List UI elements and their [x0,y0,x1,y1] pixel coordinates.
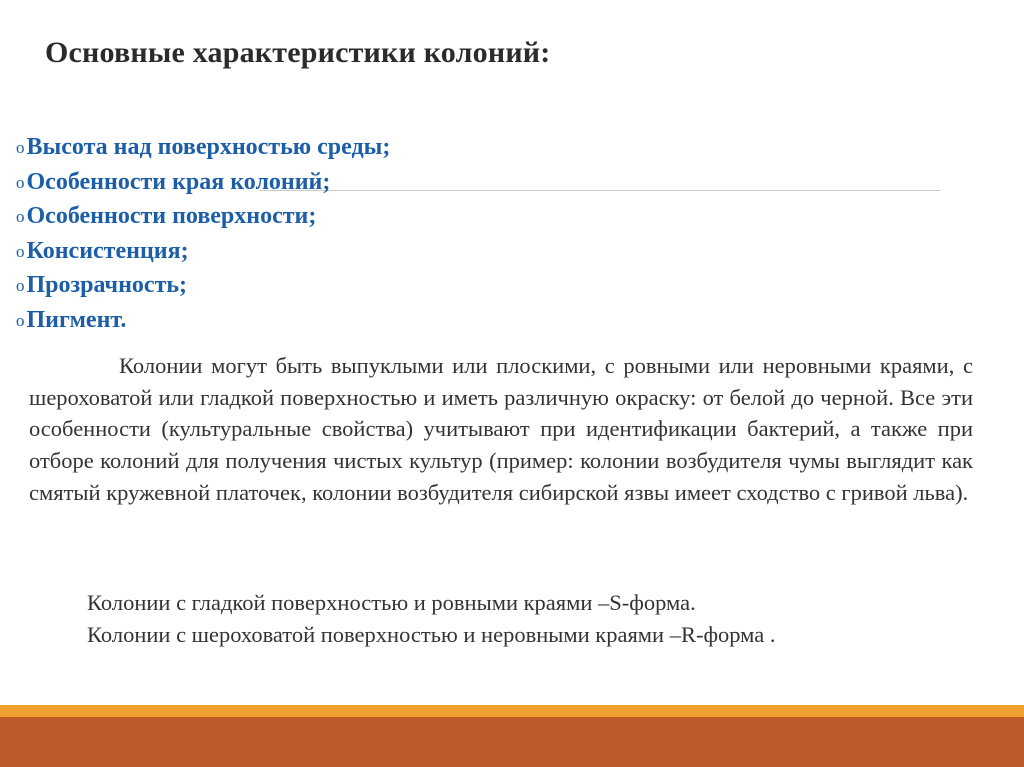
s-form-line: Колонии с гладкой поверхностью и ровными краями –S-форма. [87,590,696,615]
footer-accent-bar [0,705,1024,717]
r-form-line: Колонии с шероховатой поверхностью и неровными краями –R-форма . [87,622,776,647]
list-item [16,199,390,234]
list-item-label: Прозрачность; [26,272,188,298]
list-item-label: Консистенция; [26,237,189,264]
circle-bullet-icon: o [16,241,25,261]
list-item [16,303,390,338]
list-item-label: Высота над поверхностью среды; [26,134,391,160]
circle-bullet-icon: o [16,138,25,157]
slide-title: Основные характеристики колоний: [45,36,551,69]
description-paragraph: Колонии могут быть выпуклыми или плоскими, с ровными или неровными краями, с шероховатой или гладкой поверхностью и иметь различную окраску: от белой до черной. Все эти особенности (культуральные свойства) учитывают при идентификации бактерий, а также при отборе колоний для получения чистых культур (пример: колонии возбудителя чумы выглядит как смятый кружевной платочек, колонии возбудителя сибирской язвы имеет сходство с гривой льва). [29,353,973,505]
list-item [16,165,390,200]
circle-bullet-icon: o [16,172,25,192]
characteristics-list [16,130,390,337]
list-item [16,130,390,165]
list-item-label: Пигмент. [26,306,127,333]
footer-bar [0,717,1024,767]
circle-bullet-icon: o [16,207,25,226]
circle-bullet-icon: o [16,276,25,295]
list-item-label: Особенности края колоний; [26,168,331,195]
circle-bullet-icon: o [16,310,25,330]
list-item [16,234,390,269]
list-item [16,268,390,303]
list-item-label: Особенности поверхности; [26,203,317,229]
